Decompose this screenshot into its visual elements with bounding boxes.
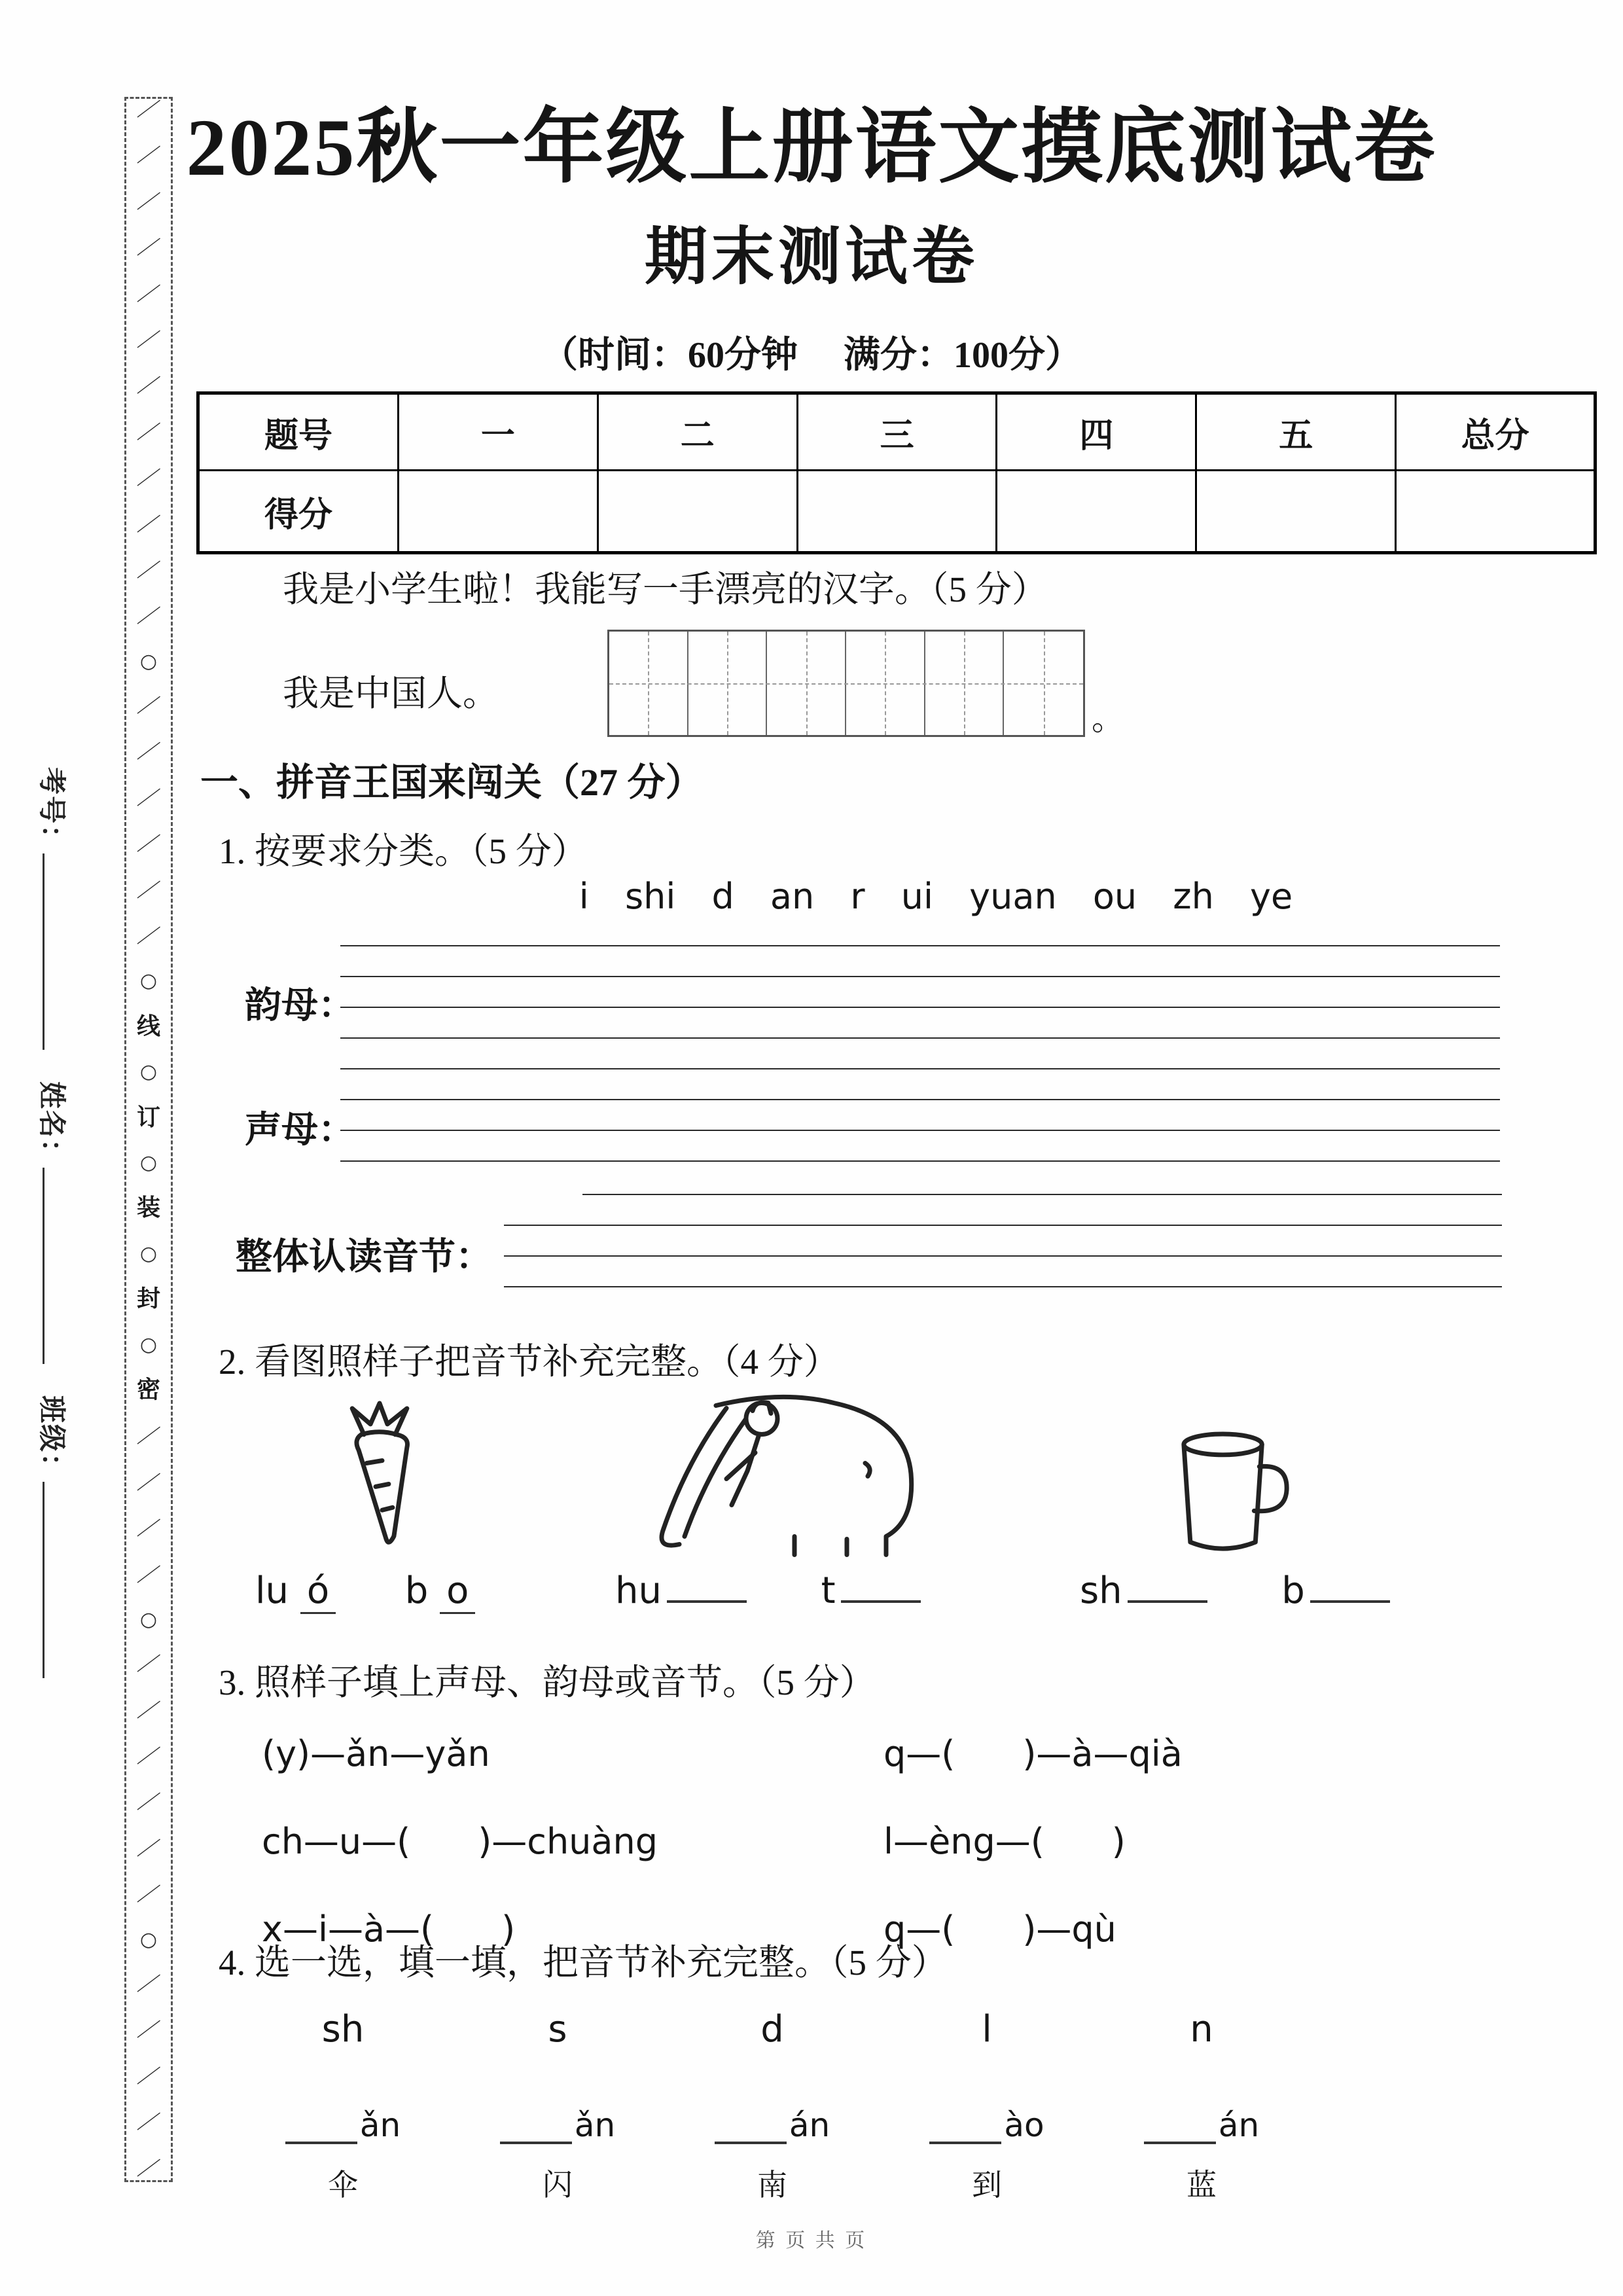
target-character: 蓝: [1186, 2168, 1217, 2202]
score-entry-cell[interactable]: [797, 471, 997, 553]
q3-label: 3. 照样子填上声母、韵母或音节。（5 分）: [219, 1662, 876, 1702]
syllable-onset: t: [821, 1570, 836, 1612]
seal-character: 订: [136, 1103, 160, 1131]
seal-character: 密: [136, 1376, 160, 1403]
rime-text: ǎn: [574, 2106, 616, 2144]
hatch-mark: ／: [135, 2016, 162, 2045]
hanzi-cell[interactable]: [925, 632, 1005, 735]
seal-character: 装: [136, 1194, 160, 1222]
score-table-header-row: [198, 393, 1596, 471]
circle-mark: ○: [139, 1333, 158, 1356]
ruled-line: [340, 1160, 1500, 1162]
hatch-mark: ／: [135, 510, 162, 539]
hanzi-cell[interactable]: [846, 632, 925, 735]
score-table-cell-5: 五: [1196, 393, 1396, 471]
answer-blank[interactable]: [285, 2136, 357, 2144]
q3-item[interactable]: l—èng—( ): [883, 1821, 1126, 1862]
q2-label: 2. 看图照样子把音节补充完整。（4 分）: [219, 1342, 840, 1382]
seal-character: 封: [136, 1285, 160, 1313]
syllable-onset: hu: [615, 1570, 662, 1612]
target-character: 闪: [543, 2168, 573, 2202]
circle-mark: ○: [139, 649, 158, 673]
grid-period: 。: [1092, 700, 1124, 737]
student-name-blank[interactable]: [43, 1168, 71, 1364]
hanzi-cell[interactable]: [688, 632, 768, 735]
hatch-mark: ／: [135, 556, 162, 586]
circle-mark: ○: [139, 1928, 158, 1951]
score-label-cell: 得分: [198, 471, 399, 553]
q4-column: [236, 2008, 450, 2204]
hatch-mark: ／: [135, 1560, 162, 1590]
rime-text: án: [1218, 2106, 1260, 2144]
student-name-label: 姓名：: [36, 1081, 66, 1168]
hatch-mark: ／: [135, 234, 162, 263]
circle-mark: ○: [139, 1242, 158, 1265]
syllable-onset: b: [1281, 1570, 1305, 1612]
score-table: [196, 391, 1597, 554]
syllable-onset: b: [404, 1570, 429, 1612]
page-footer: 第 页 共 页: [755, 2230, 868, 2251]
q4-option: l: [982, 2008, 992, 2051]
section-one-heading: 一、拼音王国来闯关（27 分）: [200, 761, 704, 804]
exam-number-label: 考号：: [36, 767, 66, 854]
hatch-mark: ／: [135, 463, 162, 493]
q4-label: 4. 选一选，填一填，把音节补充完整。（5 分）: [219, 1943, 948, 1982]
hatch-mark: ／: [135, 187, 162, 217]
yunmu-label: 韵母：: [245, 986, 355, 1026]
circle-mark: ○: [139, 1151, 158, 1174]
hatch-mark: ／: [135, 2062, 162, 2091]
ruled-line: [340, 1068, 1500, 1069]
q3-item[interactable]: q—( )—qù: [883, 1909, 1116, 1950]
hatch-mark: ／: [135, 325, 162, 355]
q4-column: [450, 2008, 665, 2204]
seal-character: 线: [136, 1013, 160, 1040]
page-title: 2025秋一年级上册语文摸底测试卷: [186, 103, 1437, 192]
hatch-mark: ／: [135, 141, 162, 171]
ruled-line: [340, 976, 1500, 977]
syllable-onset: lu: [255, 1570, 289, 1612]
field-student-name[interactable]: [34, 1081, 73, 1364]
answer-blank[interactable]: [715, 2136, 787, 2144]
handwriting-grid[interactable]: [607, 630, 1085, 737]
answer-blank[interactable]: [929, 2136, 1001, 2144]
score-table-cell-3: 三: [797, 393, 997, 471]
circle-mark: ○: [139, 1607, 158, 1631]
q4-column: [665, 2008, 880, 2204]
hanzi-cell[interactable]: [767, 632, 846, 735]
carrot-image: [321, 1401, 438, 1554]
q3-item[interactable]: x—i—à—( ): [262, 1909, 516, 1950]
ruled-line: [504, 1225, 1502, 1226]
score-entry-cell[interactable]: [1396, 471, 1596, 553]
ruled-line: [340, 1099, 1500, 1100]
q4-fill-area[interactable]: [929, 2079, 1044, 2144]
target-character: 南: [757, 2168, 787, 2202]
exam-number-blank[interactable]: [43, 853, 71, 1050]
handwriting-prompt: 我是小学生啦！我能写一手漂亮的汉字。（5 分）: [283, 569, 1048, 609]
ruled-line: [504, 1286, 1502, 1287]
q4-column: [880, 2008, 1094, 2204]
hanzi-cell[interactable]: [609, 632, 688, 735]
answer-blank[interactable]: [841, 1596, 921, 1603]
hatch-mark: ／: [135, 1514, 162, 1544]
circle-mark: ○: [139, 1060, 158, 1084]
score-entry-cell[interactable]: [399, 471, 598, 553]
zhengti-writing-lines[interactable]: [504, 1194, 1502, 1287]
score-table-score-row: [198, 471, 1596, 553]
hatch-mark: ／: [135, 1422, 162, 1452]
ruled-line: [504, 1255, 1502, 1257]
score-entry-cell[interactable]: [997, 471, 1196, 553]
boy-on-slide-image: [635, 1384, 942, 1558]
rime-text: án: [789, 2106, 830, 2144]
hatch-mark: ／: [135, 1880, 162, 1910]
hatch-mark: ／: [135, 783, 162, 814]
class-blank[interactable]: [43, 1482, 71, 1678]
hatch-mark: ／: [135, 876, 162, 905]
q2-answer-group-shuibei[interactable]: [1080, 1570, 1395, 1612]
ruled-line: [340, 1130, 1500, 1131]
answer-blank[interactable]: [667, 1596, 747, 1603]
score-table-cell-question: 题号: [198, 393, 399, 471]
score-table-cell-total: 总分: [1396, 393, 1596, 471]
target-character: 到: [972, 2168, 1002, 2202]
score-table-cell-4: 四: [997, 393, 1196, 471]
rime-text: ǎn: [359, 2106, 401, 2144]
q3-item: (y)—ǎn—yǎn: [262, 1733, 490, 1774]
score-table-cell-1: 一: [399, 393, 598, 471]
ruled-line: [340, 945, 1500, 946]
hatch-mark: ／: [135, 691, 162, 721]
q4-option: sh: [321, 2008, 365, 2051]
ruled-line: [582, 1194, 1502, 1195]
hanzi-cell[interactable]: [1004, 632, 1083, 735]
seal-binding-strip: [124, 97, 173, 2182]
q4-fill-area[interactable]: [285, 2079, 401, 2144]
hatch-mark: ／: [135, 922, 162, 952]
q4-fill-area[interactable]: [715, 2079, 830, 2144]
answer-blank[interactable]: [1310, 1596, 1390, 1603]
class-label: 班级：: [36, 1395, 66, 1482]
hatch-mark: ／: [135, 1788, 162, 1818]
q4-column: [1094, 2008, 1309, 2204]
hatch-mark: ／: [135, 1969, 162, 2000]
q1-label: 1. 按要求分类。（5 分）: [219, 831, 588, 871]
shengmu-writing-lines[interactable]: [340, 1068, 1500, 1162]
q4-answer-grid: [236, 2008, 1309, 2204]
hatch-mark: ／: [135, 1468, 162, 1498]
hatch-mark: ／: [135, 738, 162, 767]
field-exam-number[interactable]: [34, 767, 73, 1050]
answer-blank[interactable]: [1128, 1596, 1207, 1603]
filled-rime: ó: [300, 1570, 336, 1614]
hatch-mark: ／: [135, 418, 162, 447]
answer-blank[interactable]: [1144, 2136, 1216, 2144]
hatch-mark: ／: [135, 2108, 162, 2138]
handwriting-sample: 我是中国人。: [283, 673, 499, 713]
hatch-mark: ／: [135, 830, 162, 859]
q4-option: n: [1190, 2008, 1213, 2051]
hatch-mark: ／: [135, 1696, 162, 1725]
field-class[interactable]: [34, 1395, 73, 1678]
hatch-mark: ／: [135, 2154, 162, 2183]
hatch-mark: ／: [135, 95, 162, 125]
page-subtitle: 期末测试卷: [645, 222, 978, 292]
q2-answer-group-huati[interactable]: [615, 1570, 926, 1612]
score-entry-cell[interactable]: [597, 471, 797, 553]
time-score-line: （时间：60分钟 满分：100分）: [541, 335, 1082, 376]
zhengti-label: 整体认读音节：: [236, 1237, 492, 1278]
q3-item[interactable]: q—( )—à—qià: [883, 1733, 1183, 1774]
filled-rime: o: [440, 1570, 475, 1614]
hatch-mark: ／: [135, 602, 162, 632]
target-character: 伞: [328, 2168, 358, 2202]
syllable-onset: sh: [1080, 1570, 1122, 1612]
score-table-cell-2: 二: [597, 393, 797, 471]
yunmu-writing-lines[interactable]: [340, 945, 1500, 1039]
hatch-mark: ／: [135, 1742, 162, 1772]
hatch-mark: ／: [135, 1650, 162, 1679]
rime-text: ào: [1004, 2106, 1044, 2144]
hatch-mark: ／: [135, 279, 162, 309]
ruled-line: [340, 1007, 1500, 1008]
ruled-line: [340, 1037, 1500, 1039]
circle-mark: ○: [139, 969, 158, 993]
cup-image: [1168, 1427, 1296, 1561]
hatch-mark: ／: [135, 1834, 162, 1864]
q4-fill-area[interactable]: [500, 2079, 615, 2144]
q4-option: d: [760, 2008, 784, 2051]
shengmu-label: 声母：: [245, 1110, 355, 1151]
q4-fill-area[interactable]: [1144, 2079, 1259, 2144]
q4-option: s: [548, 2008, 567, 2051]
score-entry-cell[interactable]: [1196, 471, 1396, 553]
q2-answer-group-luobo[interactable]: [255, 1570, 475, 1612]
q3-item[interactable]: ch—u—( )—chuàng: [262, 1821, 658, 1862]
answer-blank[interactable]: [500, 2136, 572, 2144]
q1-syllable-list: i shi d an r ui yuan ou zh ye: [579, 876, 1293, 917]
hatch-mark: ／: [135, 372, 162, 401]
